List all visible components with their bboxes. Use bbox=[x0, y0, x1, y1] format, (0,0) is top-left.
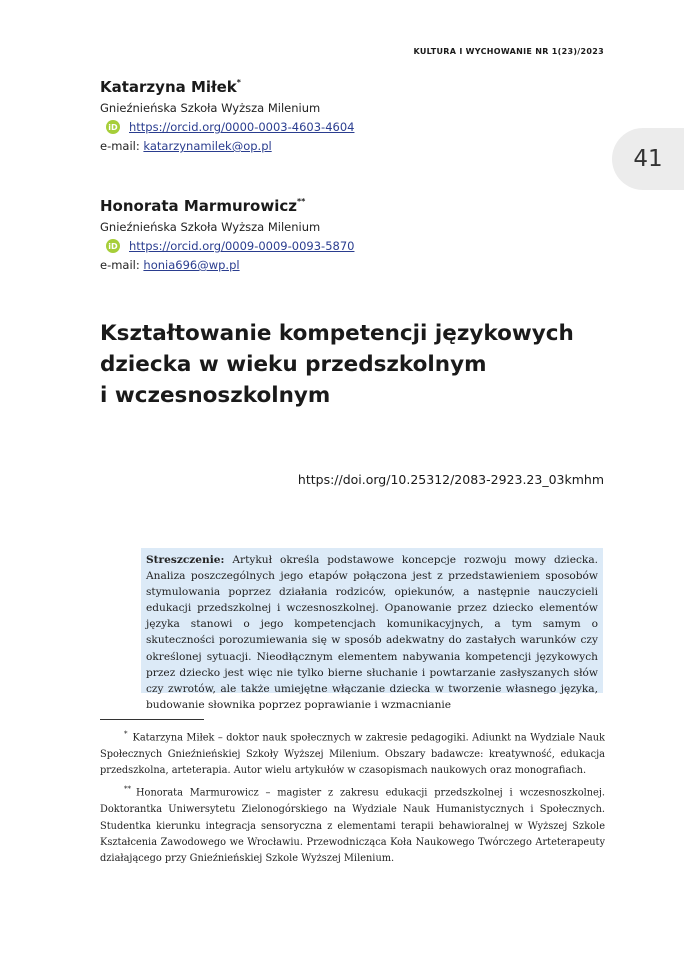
author-name: Honorata Marmurowicz** bbox=[100, 197, 306, 215]
article-title bbox=[100, 318, 600, 411]
journal-header: KULTURA I WYCHOWANIE NR 1(23)/2023 bbox=[413, 47, 604, 56]
footnote-text: Katarzyna Miłek – doktor nauk społecznych w zakresie pedagogiki. Adiunkt na Wydziale Nauk Społecznych Gnieźnieńskiej Szkoły Wyższej Milenium. Obszary badawcze: kreatywność, edukacja przedszkolna, arteterapia. Autor wielu artykułów w czasopismach naukowych oraz monografiach. bbox=[100, 732, 605, 777]
email-label: e-mail: bbox=[100, 258, 144, 272]
footnote-mark: ** bbox=[124, 785, 131, 794]
footnote-text: Honorata Marmurowicz – magister z zakresu edukacji przedszkolnej i wczesnoszkolnej. Doktorantka Uniwersytetu Zielonogórskiego na Wydziale Nauk Humanistycznych i Społecznych. Studentka kierunku integracja sensoryczna z elementami terapii behawioralnej w Wyższej Szkole Kształcenia Zawodowego we Wrocławiu. Przewodnicząca Koła Naukowego Twórczego Arteterapeuty działającego przy Gnieźnieńskiej Szkole Wyższej Milenium. bbox=[100, 787, 605, 865]
abstract-label: Streszczenie: bbox=[146, 554, 225, 566]
doi-link[interactable]: https://doi.org/10.25312/2083-2923.23_03kmhm bbox=[297, 472, 604, 487]
orcid-line bbox=[100, 239, 354, 253]
title-line: i wczesnoszkolnym bbox=[100, 383, 331, 408]
abstract-box bbox=[141, 548, 603, 711]
author-footnote-mark: ** bbox=[296, 197, 306, 206]
page-number-tab bbox=[612, 128, 684, 190]
footnote-mark: * bbox=[124, 730, 128, 738]
email-line bbox=[100, 258, 354, 272]
email-link[interactable]: honia696@wp.pl bbox=[143, 258, 240, 272]
orcid-link[interactable]: https://orcid.org/0009-0009-0093-5870 bbox=[129, 239, 355, 253]
page-number: 41 bbox=[633, 146, 663, 172]
footnotes bbox=[100, 726, 605, 870]
author-affiliation: Gnieźnieńska Szkoła Wyższa Milenium bbox=[100, 220, 321, 234]
orcid-link[interactable]: https://orcid.org/0000-0003-4603-4604 bbox=[129, 120, 355, 134]
author-block-2 bbox=[100, 197, 354, 272]
footnote-2 bbox=[100, 781, 605, 867]
orcid-icon: iD bbox=[106, 239, 120, 253]
author-block-1 bbox=[100, 78, 354, 153]
footnote-divider bbox=[100, 719, 204, 720]
footnote-1 bbox=[100, 726, 605, 779]
email-line bbox=[100, 139, 354, 153]
author-name: Katarzyna Miłek* bbox=[100, 78, 241, 96]
abstract-text: Artykuł określa podstawowe koncepcje rozwoju mowy dziecka. Analiza poszczególnych jego etapów połączona jest z przedstawieniem sposobów stymulowania poprzez działania rodziców, opiekunów, a następnie nauczycieli edukacji przedszkolnej i wczesnoszkolnej. Opanowanie przez dziecko elementów języka stanowi o jego kompetencjach komunikacyjnych, a tym samym o skuteczności porozumiewania się w sposób adekwatny do zastałych warunków czy określonej sytuacji. Nieodłącznym elementem nabywania kompetencji językowych przez dziecko jest więc nie tylko bierne słuchanie i powtarzanie zasłyszanych słów czy zwrotów, ale także umiejętne włączanie dziecka w tworzenie własnego języka, budowanie słownika poprzez poprawianie i wzmacnianie bbox=[146, 554, 598, 711]
orcid-icon: iD bbox=[106, 120, 120, 134]
email-label: e-mail: bbox=[100, 139, 144, 153]
author-footnote-mark: * bbox=[236, 78, 241, 87]
title-line: dziecka w wieku przedszkolnym bbox=[100, 352, 487, 377]
title-line: Kształtowanie kompetencji językowych bbox=[100, 321, 574, 346]
author-affiliation: Gnieźnieńska Szkoła Wyższa Milenium bbox=[100, 101, 321, 115]
orcid-line bbox=[100, 120, 354, 134]
email-link[interactable]: katarzynamilek@op.pl bbox=[143, 139, 272, 153]
